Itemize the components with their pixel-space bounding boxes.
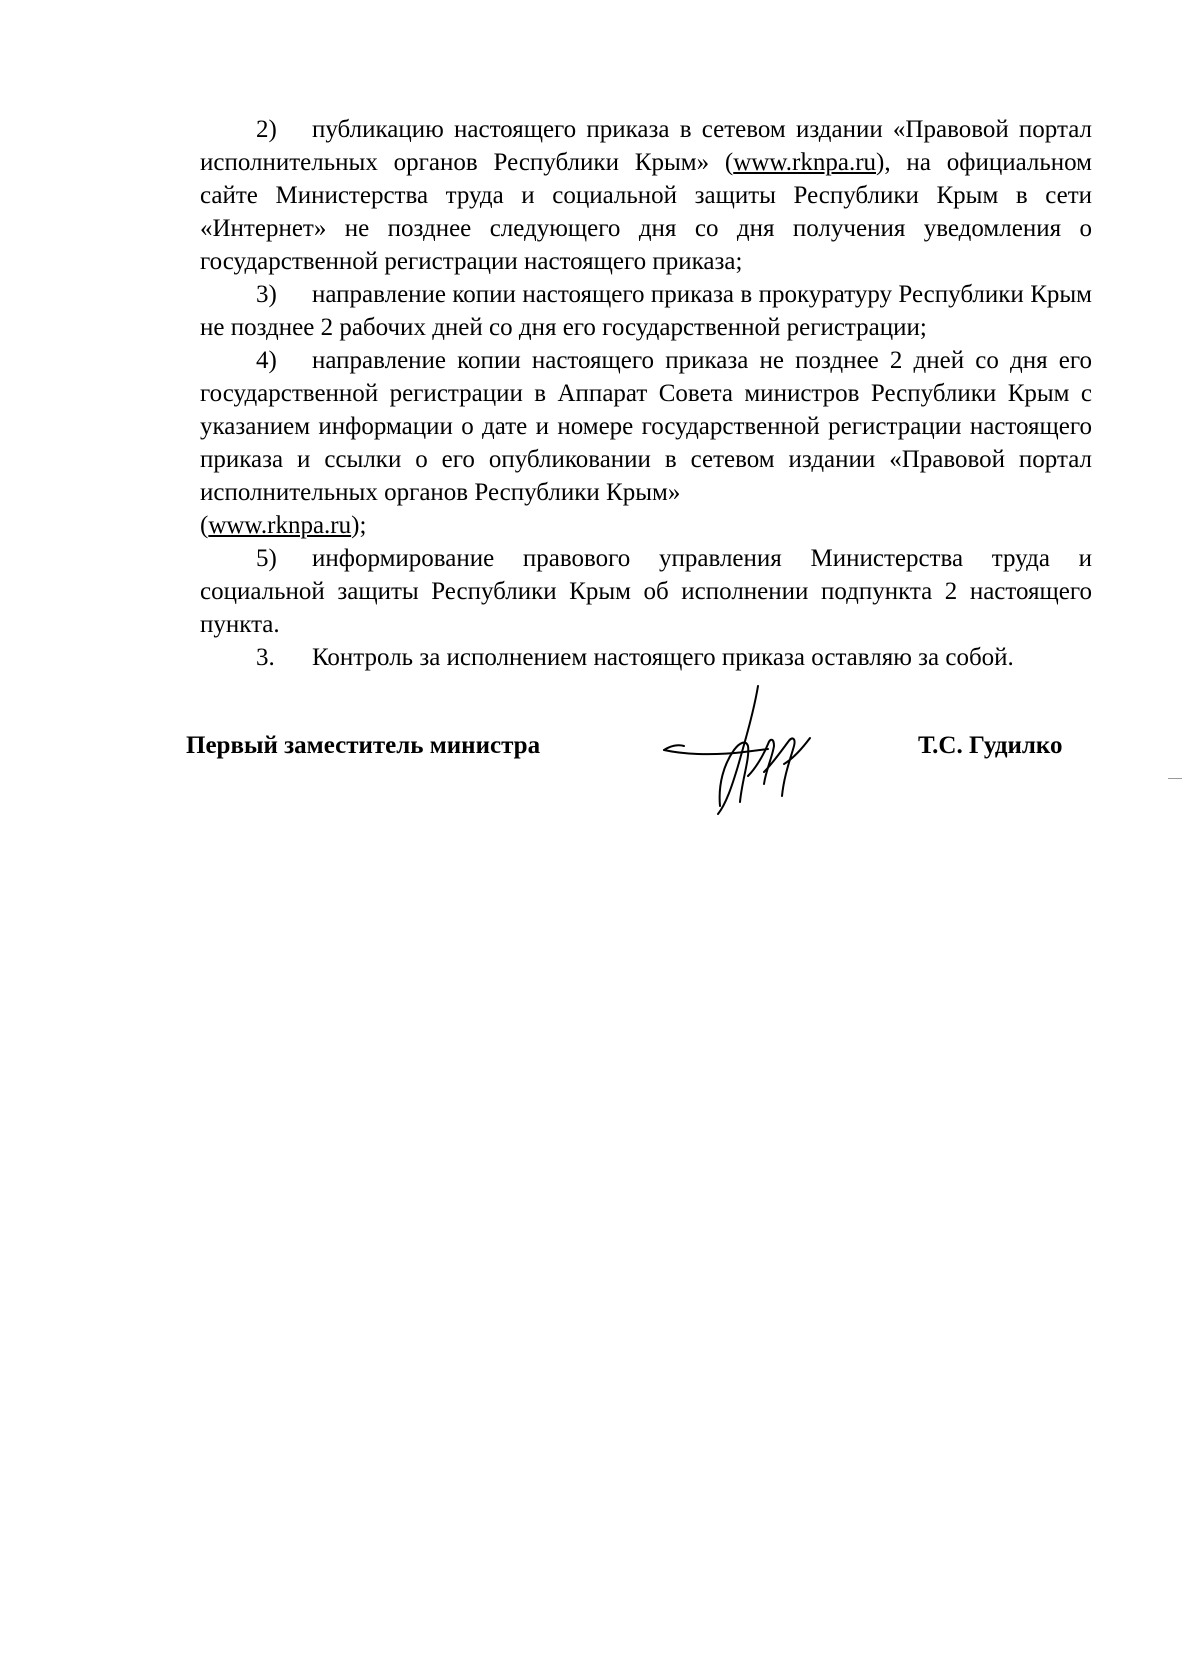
rknpa-link[interactable]: www.rknpa.ru — [733, 149, 877, 176]
item-text: информирование правового управления Министерства труда и социальной защиты Республики Крым об исполнении подпункта 2 настоящего пункта. — [200, 545, 1092, 638]
item-number: 5) — [256, 545, 277, 572]
scan-artifact-line — [1168, 778, 1182, 779]
signatory-title: Первый заместитель министра — [186, 732, 541, 759]
item-text: направление копии настоящего приказа не позднее 2 дней со дня его государственной регистрации в Аппарат Совета министров Республики Крым с указанием информации о дате и номере государственной регистрации настоящего приказа и ссылки о его опубликовании в сетевом издании «Правовой портал исполнительных органов Республики Крым» — [200, 347, 1092, 506]
signature-row — [186, 732, 1086, 772]
paragraph-3 — [200, 641, 1092, 674]
item-number: 3. — [256, 644, 275, 671]
handwritten-signature — [660, 680, 830, 820]
item-text: публикацию настоящего приказа в сетевом издании «Правовой портал исполнительных органов Республики Крым» ( — [200, 116, 1092, 176]
list-item-5 — [200, 542, 1092, 641]
list-item-4 — [200, 344, 1092, 542]
item-text-continued: ), на официальном сайте Министерства труда и социальной защиты Республики Крым в сети «Интернет» не позднее следующего дня со дня получения уведомления о государственной регистрации настоящего приказа; — [200, 149, 1092, 275]
item-text: направление копии настоящего приказа в прокуратуру Республики Крым не позднее 2 рабочих дней со дня его государственной регистрации; — [200, 281, 1092, 341]
link-close-paren: ); — [351, 512, 367, 539]
rknpa-link[interactable]: www.rknpa.ru — [208, 512, 352, 539]
item-number: 2) — [256, 116, 277, 143]
document-body — [200, 113, 1092, 674]
item-number: 3) — [256, 281, 277, 308]
item-text: Контроль за исполнением настоящего приказа оставляю за собой. — [312, 644, 1014, 671]
signatory-name: Т.С. Гудилко — [918, 732, 1063, 759]
item-number: 4) — [256, 347, 277, 374]
list-item-2 — [200, 113, 1092, 278]
link-open-paren: ( — [200, 512, 209, 539]
list-item-3 — [200, 278, 1092, 344]
